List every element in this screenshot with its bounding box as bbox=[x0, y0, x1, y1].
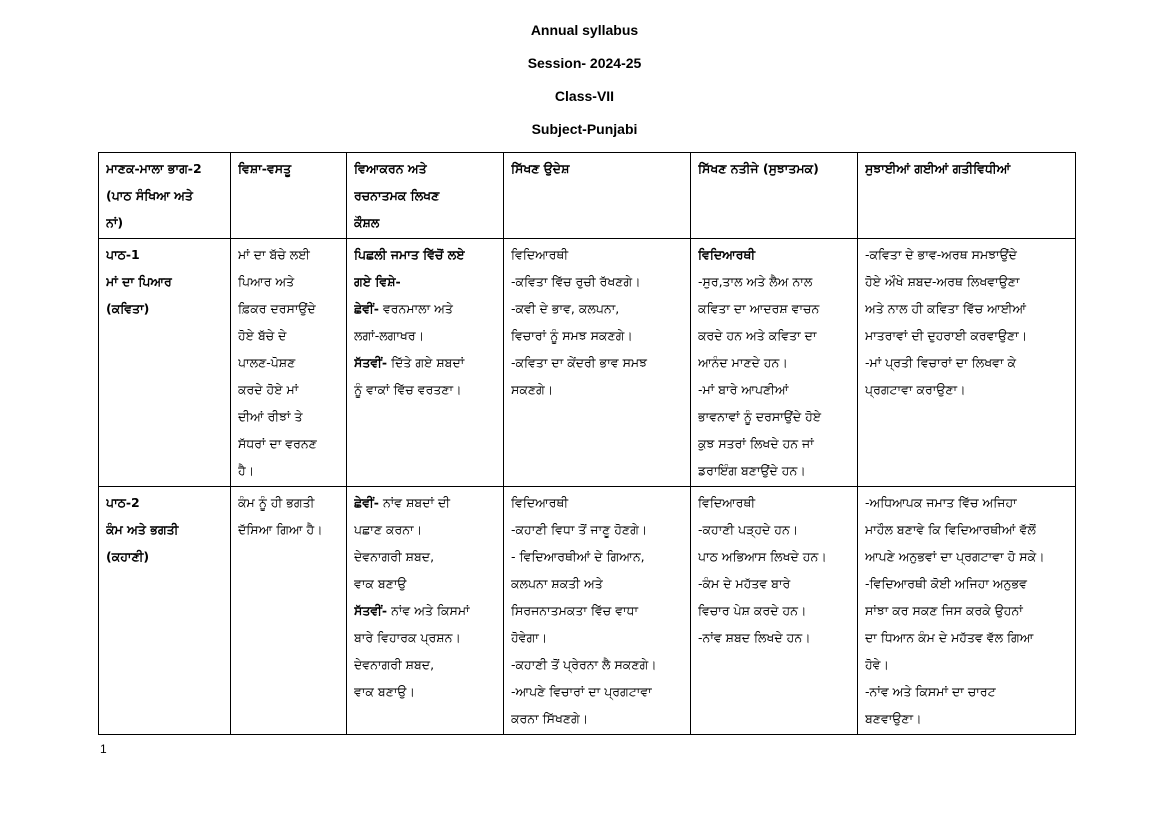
cell-text: ਦਿੱਤੇ ਗਏ ਸ਼ਬਦਾਂ bbox=[387, 355, 465, 370]
cell-content bbox=[231, 487, 347, 735]
cell-line: ਹੈ। bbox=[238, 463, 255, 478]
class-level-label: ਸੱਤਵੀਂ- bbox=[354, 355, 388, 370]
cell-line: ਵਾਕ ਬਣਾਉ bbox=[354, 576, 407, 591]
header-line: ਸਿੱਖਣ ਉਦੇਸ਼ bbox=[511, 161, 570, 176]
cell-grammar bbox=[347, 239, 504, 487]
cell-line: -ਕਵਿਤਾ ਦੇ ਭਾਵ-ਅਰਥ ਸਮਝਾਉਂਦੇ bbox=[865, 247, 1017, 262]
cell-line: ਕਰਨਾ ਸਿੱਖਣਗੇ। bbox=[511, 711, 589, 726]
cell-line: ਦੀਆਂ ਰੀਝਾਂ ਤੇ bbox=[238, 409, 303, 424]
cell-line: ਮਾਹੌਲ ਬਣਾਵੇ ਕਿ ਵਿਦਿਆਰਥੀਆਂ ਵੱਲੋਂ bbox=[865, 522, 1036, 537]
cell-outcomes bbox=[691, 487, 858, 735]
class-level-label: ਛੇਵੀਂ- bbox=[354, 301, 379, 316]
cell-line: ਦੇਵਨਾਗਰੀ ਸ਼ਬਦ, bbox=[354, 549, 435, 564]
cell-line: -ਕਹਾਣੀ ਤੋਂ ਪ੍ਰੇਰਨਾ ਲੈ ਸਕਣਗੇ। bbox=[511, 657, 657, 672]
cell-line: ਪਾਠ-2 bbox=[106, 495, 140, 510]
cell-line: ਅਤੇ ਨਾਲ ਹੀ ਕਵਿਤਾ ਵਿੱਚ ਆਈਆਂ bbox=[865, 301, 1026, 316]
cell-line: ਪਾਠ ਅਭਿਆਸ ਲਿਖਦੇ ਹਨ। bbox=[698, 549, 827, 564]
cell-line: ਪ੍ਰਗਟਾਵਾ ਕਰਾਉਣਾ। bbox=[865, 382, 966, 397]
cell-objectives bbox=[504, 239, 691, 487]
cell-line: ਨੂੰ ਵਾਕਾਂ ਵਿੱਚ ਵਰਤਣਾ। bbox=[354, 382, 462, 397]
cell-line: ਹੋਏ ਬੱਚੇ ਦੇ bbox=[238, 328, 287, 343]
cell-line: -ਆਪਣੇ ਵਿਚਾਰਾਂ ਦਾ ਪ੍ਰਗਟਾਵਾ bbox=[511, 684, 652, 699]
subject-label: Subject-Punjabi bbox=[531, 121, 638, 137]
cell-line: ਵਿਚਾਰ ਪੇਸ਼ ਕਰਦੇ ਹਨ। bbox=[698, 603, 807, 618]
cell-line: ਪਛਾਣ ਕਰਨਾ। bbox=[354, 522, 423, 537]
cell-line: ਪਿਛਲੀ ਜਮਾਤ ਵਿੱਚੋਂ ਲਏ bbox=[354, 247, 465, 262]
cell-line: - ਵਿਦਿਆਰਥੀਆਂ ਦੇ ਗਿਆਨ, bbox=[511, 549, 645, 564]
header-line: ਰਚਨਾਤਮਕ ਲਿਖਣ bbox=[354, 188, 440, 203]
cell-line: -ਮਾਂ ਪ੍ਰਤੀ ਵਿਚਾਰਾਂ ਦਾ ਲਿਖਵਾ ਕੇ bbox=[865, 355, 1017, 370]
cell-line bbox=[354, 295, 498, 322]
cell-line: ਮਾਤਰਾਵਾਂ ਦੀ ਦੁਹਰਾਈ ਕਰਵਾਉਣਾ। bbox=[865, 328, 1028, 343]
column-header-lesson bbox=[99, 153, 231, 239]
cell-line: ਮਾਂ ਦਾ ਪਿਆਰ bbox=[106, 274, 172, 289]
cell-line: (ਕਵਿਤਾ) bbox=[106, 301, 150, 316]
column-header-objectives bbox=[504, 153, 691, 239]
cell-line: -ਕਵਿਤਾ ਦਾ ਕੇਂਦਰੀ ਭਾਵ ਸਮਝ bbox=[511, 355, 647, 370]
table-row bbox=[99, 239, 1076, 487]
cell-line: ਵਾਕ ਬਣਾਉ। bbox=[354, 684, 415, 699]
cell-line: -ਮਾਂ ਬਾਰੇ ਆਪਣੀਆਂ bbox=[698, 382, 789, 397]
cell-line: ਕਰਦੇ ਹਨ ਅਤੇ ਕਵਿਤਾ ਦਾ bbox=[698, 328, 817, 343]
cell-line: ਭਾਵਨਾਵਾਂ ਨੂੰ ਦਰਸਾਉਂਦੇ ਹੋਏ bbox=[698, 409, 822, 424]
cell-line: ਵਿਦਿਆਰਥੀ bbox=[511, 495, 569, 510]
header-line: ਵਿਆਕਰਨ ਅਤੇ bbox=[354, 161, 427, 176]
cell-line: ਹੋਵੇਗਾ। bbox=[511, 630, 548, 645]
cell-lesson bbox=[99, 487, 231, 735]
cell-line: ਫ਼ਿਕਰ ਦਰਸਾਉਂਦੇ bbox=[238, 301, 316, 316]
header-line: ਸਿੱਖਣ ਨਤੀਜੇ (ਸੁਝਾਤਮਕ) bbox=[698, 161, 819, 176]
cell-line bbox=[354, 349, 498, 376]
class-label: Class-VII bbox=[554, 88, 615, 104]
cell-line: ਕੁਝ ਸਤਰਾਂ ਲਿਖਦੇ ਹਨ ਜਾਂ bbox=[698, 436, 814, 451]
cell-line: ਬਾਰੇ ਵਿਹਾਰਕ ਪ੍ਰਸ਼ਨ। bbox=[354, 630, 461, 645]
header-line: ਵਿਸ਼ਾ-ਵਸਤੂ bbox=[238, 161, 292, 176]
cell-text: ਵਰਨਮਾਲਾ ਅਤੇ bbox=[378, 301, 453, 316]
cell-line: ਵਿਚਾਰਾਂ ਨੂੰ ਸਮਝ ਸਕਣਗੇ। bbox=[511, 328, 633, 343]
cell-line: ਸੱਧਰਾਂ ਦਾ ਵਰਨਣ bbox=[238, 436, 317, 451]
cell-line: ਬਣਵਾਉਣਾ। bbox=[865, 711, 922, 726]
cell-line: -ਵਿਦਿਆਰਥੀ ਕੋਈ ਅਜਿਹਾ ਅਨੁਭਵ bbox=[865, 576, 1027, 591]
cell-objectives bbox=[504, 487, 691, 735]
cell-line: ਕਰਦੇ ਹੋਏ ਮਾਂ bbox=[238, 382, 299, 397]
cell-line bbox=[354, 489, 498, 516]
cell-line: ਡਰਾਇੰਗ ਬਣਾਉਂਦੇ ਹਨ। bbox=[698, 463, 806, 478]
cell-line: ਗਏ ਵਿਸ਼ੇ- bbox=[354, 274, 401, 289]
cell-line: ਵਿਦਿਆਰਥੀ bbox=[698, 247, 756, 262]
header-line: ਕੌਸ਼ਲ bbox=[354, 215, 380, 230]
cell-line bbox=[354, 597, 498, 624]
cell-line: ਕਲਪਨਾ ਸ਼ਕਤੀ ਅਤੇ bbox=[511, 576, 603, 591]
cell-line: ਕੰਮ ਨੂੰ ਹੀ ਭਗਤੀ bbox=[238, 495, 315, 510]
cell-line: ਵਿਦਿਆਰਥੀ bbox=[698, 495, 756, 510]
column-header-activities bbox=[858, 153, 1076, 239]
cell-line: -ਕੰਮ ਦੇ ਮਹੱਤਵ ਬਾਰੇ bbox=[698, 576, 791, 591]
class-level-label: ਸੱਤਵੀਂ- bbox=[354, 603, 388, 618]
cell-line: ਸਿਰਜਨਾਤਮਕਤਾ ਵਿੱਚ ਵਾਧਾ bbox=[511, 603, 639, 618]
cell-line: -ਅਧਿਆਪਕ ਜਮਾਤ ਵਿੱਚ ਅਜਿਹਾ bbox=[865, 495, 1017, 510]
cell-line: -ਸੁਰ,ਤਾਲ ਅਤੇ ਲੈਅ ਨਾਲ bbox=[698, 274, 813, 289]
cell-lesson bbox=[99, 239, 231, 487]
cell-line: ਵਿਦਿਆਰਥੀ bbox=[511, 247, 569, 262]
cell-line: ਪਾਠ-1 bbox=[106, 247, 140, 262]
cell-line: ਪਿਆਰ ਅਤੇ bbox=[238, 274, 295, 289]
header-line: ਸੁਝਾਈਆਂ ਗਈਆਂ ਗਤੀਵਿਧੀਆਂ bbox=[865, 161, 1011, 176]
column-header-outcomes bbox=[691, 153, 858, 239]
cell-line: ਦੇਵਨਾਗਰੀ ਸ਼ਬਦ, bbox=[354, 657, 435, 672]
header-line: ਨਾਂ) bbox=[106, 215, 124, 230]
cell-line: ਆਨੰਦ ਮਾਣਦੇ ਹਨ। bbox=[698, 355, 788, 370]
cell-line: ਹੋਏ ਔਖੇ ਸ਼ਬਦ-ਅਰਥ ਲਿਖਵਾਉਣਾ bbox=[865, 274, 1020, 289]
header-line: ਮਾਣਕ-ਮਾਲਾ ਭਾਗ-2 bbox=[106, 161, 202, 176]
class-level-label: ਛੇਵੀਂ- bbox=[354, 495, 379, 510]
cell-line: -ਨਾਂਵ ਸ਼ਬਦ ਲਿਖਦੇ ਹਨ। bbox=[698, 630, 811, 645]
cell-line: ਕੰਮ ਅਤੇ ਭਗਤੀ bbox=[106, 522, 179, 537]
cell-line: -ਕਵੀ ਦੇ ਭਾਵ, ਕਲਪਨਾ, bbox=[511, 301, 620, 316]
cell-line: (ਕਹਾਣੀ) bbox=[106, 549, 150, 564]
table-header-row bbox=[99, 153, 1076, 239]
cell-content bbox=[231, 239, 347, 487]
cell-line: ਦਾ ਧਿਆਨ ਕੰਮ ਦੇ ਮਹੱਤਵ ਵੱਲ ਗਿਆ bbox=[865, 630, 1034, 645]
cell-line: -ਕਹਾਣੀ ਵਿਧਾ ਤੋਂ ਜਾਣੂ ਹੋਣਗੇ। bbox=[511, 522, 648, 537]
cell-text: ਨਾਂਵ ਸ਼ਬਦਾਂ ਦੀ bbox=[378, 495, 451, 510]
page-number: 1 bbox=[100, 742, 107, 756]
cell-line: ਆਪਣੇ ਅਨੁਭਵਾਂ ਦਾ ਪ੍ਰਗਟਾਵਾ ਹੋ ਸਕੇ। bbox=[865, 549, 1045, 564]
cell-line: -ਕਹਾਣੀ ਪੜ੍ਹਦੇ ਹਨ। bbox=[698, 522, 799, 537]
cell-line: ਹੋਵੇ। bbox=[865, 657, 889, 672]
cell-grammar bbox=[347, 487, 504, 735]
cell-activities bbox=[858, 239, 1076, 487]
cell-line: ਕਵਿਤਾ ਦਾ ਆਦਰਸ਼ ਵਾਚਨ bbox=[698, 301, 820, 316]
cell-line: -ਨਾਂਵ ਅਤੇ ਕਿਸਮਾਂ ਦਾ ਚਾਰਟ bbox=[865, 684, 996, 699]
column-header-grammar bbox=[347, 153, 504, 239]
cell-outcomes bbox=[691, 239, 858, 487]
cell-line: ਸਕਣਗੇ। bbox=[511, 382, 554, 397]
table-row bbox=[99, 487, 1076, 735]
cell-line: -ਕਵਿਤਾ ਵਿੱਚ ਰੁਚੀ ਰੱਖਣਗੇ। bbox=[511, 274, 641, 289]
cell-line: ਦੱਸਿਆ ਗਿਆ ਹੈ। bbox=[238, 522, 323, 537]
cell-line: ਮਾਂ ਦਾ ਬੱਚੇ ਲਈ bbox=[238, 247, 310, 262]
doc-title: Annual syllabus bbox=[530, 22, 639, 38]
cell-text: ਨਾਂਵ ਅਤੇ ਕਿਸਮਾਂ bbox=[387, 603, 470, 618]
session-label: Session- 2024-25 bbox=[527, 55, 642, 71]
cell-line: ਪਾਲਣ-ਪੋਸ਼ਣ bbox=[238, 355, 296, 370]
header-line: (ਪਾਠ ਸੰਖਿਆ ਅਤੇ bbox=[106, 188, 193, 203]
table-body bbox=[99, 239, 1076, 735]
cell-line: ਲਗਾਂ-ਲਗਾਖਰ। bbox=[354, 328, 425, 343]
syllabus-table bbox=[98, 152, 1076, 735]
cell-line: ਸਾਂਝਾ ਕਰ ਸਕਣ ਜਿਸ ਕਰਕੇ ਉਹਨਾਂ bbox=[865, 603, 1023, 618]
column-header-content bbox=[231, 153, 347, 239]
cell-activities bbox=[858, 487, 1076, 735]
